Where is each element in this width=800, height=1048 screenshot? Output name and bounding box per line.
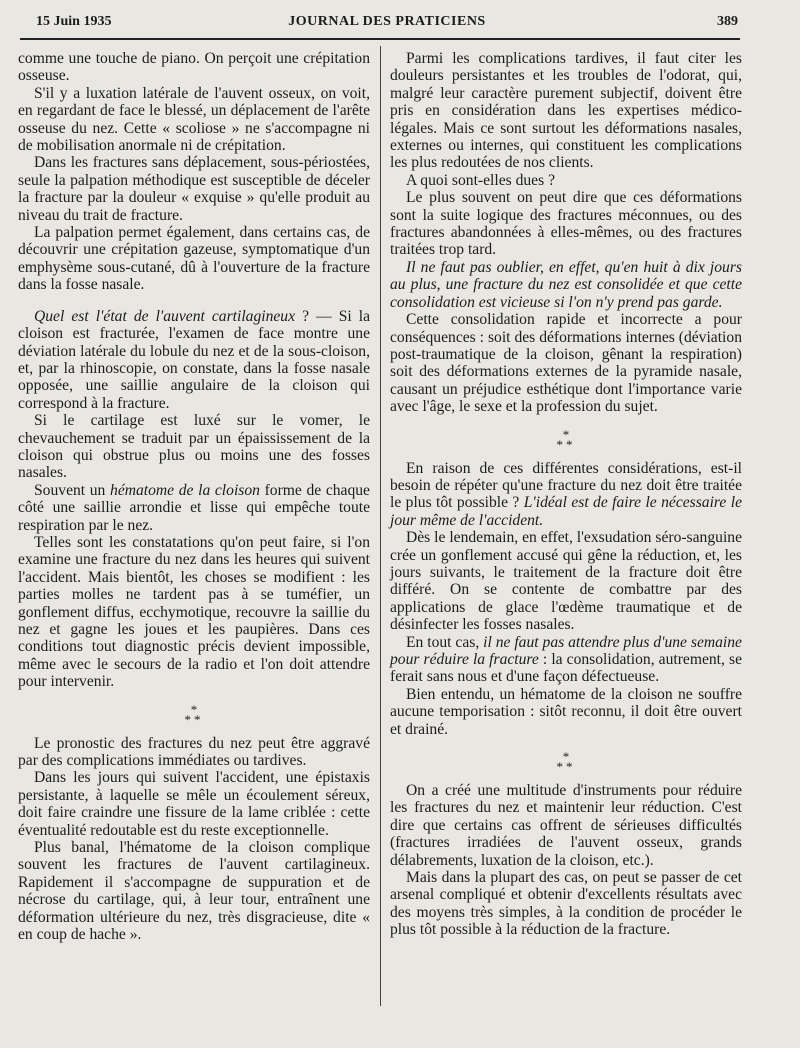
paragraph — [390, 460, 742, 530]
paragraph — [390, 259, 742, 311]
paragraph-text: forme de chaque côté une saillie arrondie et lisse qui empêche toute respiration par le nez. — [18, 481, 370, 534]
asterism-bottom: ** — [556, 759, 576, 775]
section-separator — [390, 749, 742, 775]
paragraph: Si le cartilage est luxé sur le vomer, le chevauchement se traduit par un épaississement de la cloison qui obstrue plus ou moins une des fosses nasales. — [18, 412, 370, 482]
paragraph: Cette consolidation rapide et incorrecte a pour conséquences : soit des déformations internes (déviation post-traumatique de la cloison, gênant la respiration) soit des déformations externes de la pyramide nasale, causant un préjudice esthétique dont l'importance varie avec l'âge, le sexe et la profession du sujet. — [390, 311, 742, 416]
column-divider — [380, 46, 381, 1006]
section-separator — [18, 701, 370, 727]
paragraph: Bien entendu, un hématome de la cloison ne souffre aucune temporisation : sitôt reconnu, il doit être ouvert et drainé. — [390, 685, 742, 738]
asterism-bottom: ** — [184, 711, 204, 727]
right-column — [390, 50, 742, 939]
paragraph: Le pronostic des fractures du nez peut être aggravé par des complications immédiates ou tardives. — [18, 734, 370, 770]
paragraph-text: : la consolidation, autrement, se ferait sans nous et d'une façon défectueuse. — [390, 651, 742, 686]
page-number: 389 — [717, 14, 738, 29]
asterism-top: * — [562, 749, 570, 765]
emphasis-text: Il ne faut pas oublier, en effet, qu'en huit à dix jours au plus, une fracture du nez est consolidée et que cette consolidation est vicieuse si l'on n'y prend pas garde. — [390, 258, 742, 311]
emphasis-text: il ne faut pas attendre plus d'une semaine pour réduire la fracture — [390, 633, 742, 668]
asterism-top: * — [562, 426, 570, 442]
paragraph-text: Souvent un — [34, 481, 111, 499]
emphasis-text: L'idéal est de faire le nécessaire le jour même de l'accident. — [390, 494, 742, 529]
paragraph: Le plus souvent on peut dire que ces déformations sont la suite logique des fractures méconnues, ou des fractures abandonnées à elles-mêmes, ou des fractures traitées trop tard. — [390, 189, 742, 259]
paragraph: Telles sont les constatations qu'on peut faire, si l'on examine une fracture du nez dans les heures qui suivent l'accident. Mais bientôt, les choses se modifient : les parties molles ne tardent pas à se tuméfier, un gonflement diffus, ecchymotique, recouvre la saillie du nez et gagne les joues et les paupières. Dans ces conditions tout diagnostic précis devient impossible, même avec le secours de la radio et l'on doit attendre pour intervenir. — [18, 533, 370, 691]
paragraph: Dès le lendemain, en effet, l'exsudation séro-sanguine crée un gonflement accusé qui gêne la réduction, et, les jours suivants, le traitement de la fracture doit être différé. On se contente de combattre par des applications de glace l'œdème traumatique et de désinfecter les fosses nasales. — [390, 529, 742, 634]
paragraph: Plus banal, l'hématome de la cloison complique souvent les fractures de l'auvent cartilagineux. Rapidement il s'accompagne de suppuration et de nécrose du cartilage, qui, à leur tour, entraînent une déformation ultérieure du nez, très disgracieuse, dite « en coup de hache ». — [18, 839, 370, 944]
paragraph: A quoi sont-elles dues ? — [406, 171, 555, 189]
paragraph: comme une touche de piano. On perçoit une crépitation osseuse. — [18, 50, 370, 85]
section-separator — [390, 426, 742, 452]
asterism-top: * — [190, 701, 198, 717]
left-column — [18, 50, 370, 944]
paragraph-text: En tout cas, — [406, 633, 484, 651]
paragraph-text: ? — Si la cloison est fracturée, l'examen de face montre une déviation latérale du lobule du nez et de la sous-cloison, et, par la rhinoscopie, on constate, dans la fosse nasale opposée, une saillie angulaire de la cloison qui correspond à la fracture. — [18, 307, 370, 412]
header-rule — [20, 38, 740, 40]
paragraph — [18, 482, 370, 534]
paragraph: Dans les jours qui suivent l'accident, une épistaxis persistante, à laquelle se mêle un écoulement séreux, doit faire craindre une fissure de la lame criblée : cette éventualité redoutable est du reste exceptionnelle. — [18, 769, 370, 839]
paragraph — [18, 308, 370, 412]
paragraph-text: En raison de ces différentes considérations, est-il besoin de répéter qu'une fracture du nez doit être traitée le plus tôt possible ? — [390, 459, 742, 512]
asterism-bottom: ** — [556, 436, 576, 452]
paragraph: On a créé une multitude d'instruments pour réduire les fractures du nez et maintenir leur réduction. C'est dire que certains cas offrent de sérieuses difficultés (fractures irradiées de l'auvent osseux, grands délabrements, luxation de la cloison, etc.). — [390, 782, 742, 869]
paragraph: Mais dans la plupart des cas, on peut se passer de cet arsenal compliqué et obtenir d'excellents résultats avec des moyens très simples, à la condition de procéder le plus tôt possible à la réduction de la fracture. — [390, 869, 742, 939]
paragraph: La palpation permet également, dans certains cas, de découvrir une crépitation gazeuse, symptomatique d'un emphysème sous-cutané, dû à l'ouverture de la fracture dans la fosse nasale. — [18, 224, 370, 294]
section-heading-italic: Quel est l'état de l'auvent cartilagineux — [34, 307, 296, 325]
paragraph — [390, 634, 742, 686]
paragraph: Dans les fractures sans déplacement, sous-périostées, seule la palpation méthodique est susceptible de déceler la fracture par la douleur « exquise » qu'elle produit au niveau du trait de fracture. — [18, 154, 370, 224]
paragraph: Parmi les complications tardives, il faut citer les douleurs persistantes et les troubles de l'odorat, qui, malgré leur caractère purement subjectif, doivent être pris en considération dans les expertises médico-légales. Mais ce sont surtout les déformations nasales, externes ou internes, qui constituent les complications les plus redoutées de nos clients. — [390, 50, 742, 172]
paragraph: S'il y a luxation latérale de l'auvent osseux, on voit, en regardant de face le blessé, un déplacement de l'arête osseuse du nez. Cette « scoliose » ne s'accompagne ni de mobilisation anormale ni de crépitation. — [18, 84, 370, 155]
issue-date: 15 Juin 1935 — [36, 14, 112, 29]
emphasis-text: hématome de la cloison — [110, 481, 260, 499]
running-header — [36, 14, 738, 34]
journal-title: JOURNAL DES PRATICIENS — [288, 14, 486, 29]
